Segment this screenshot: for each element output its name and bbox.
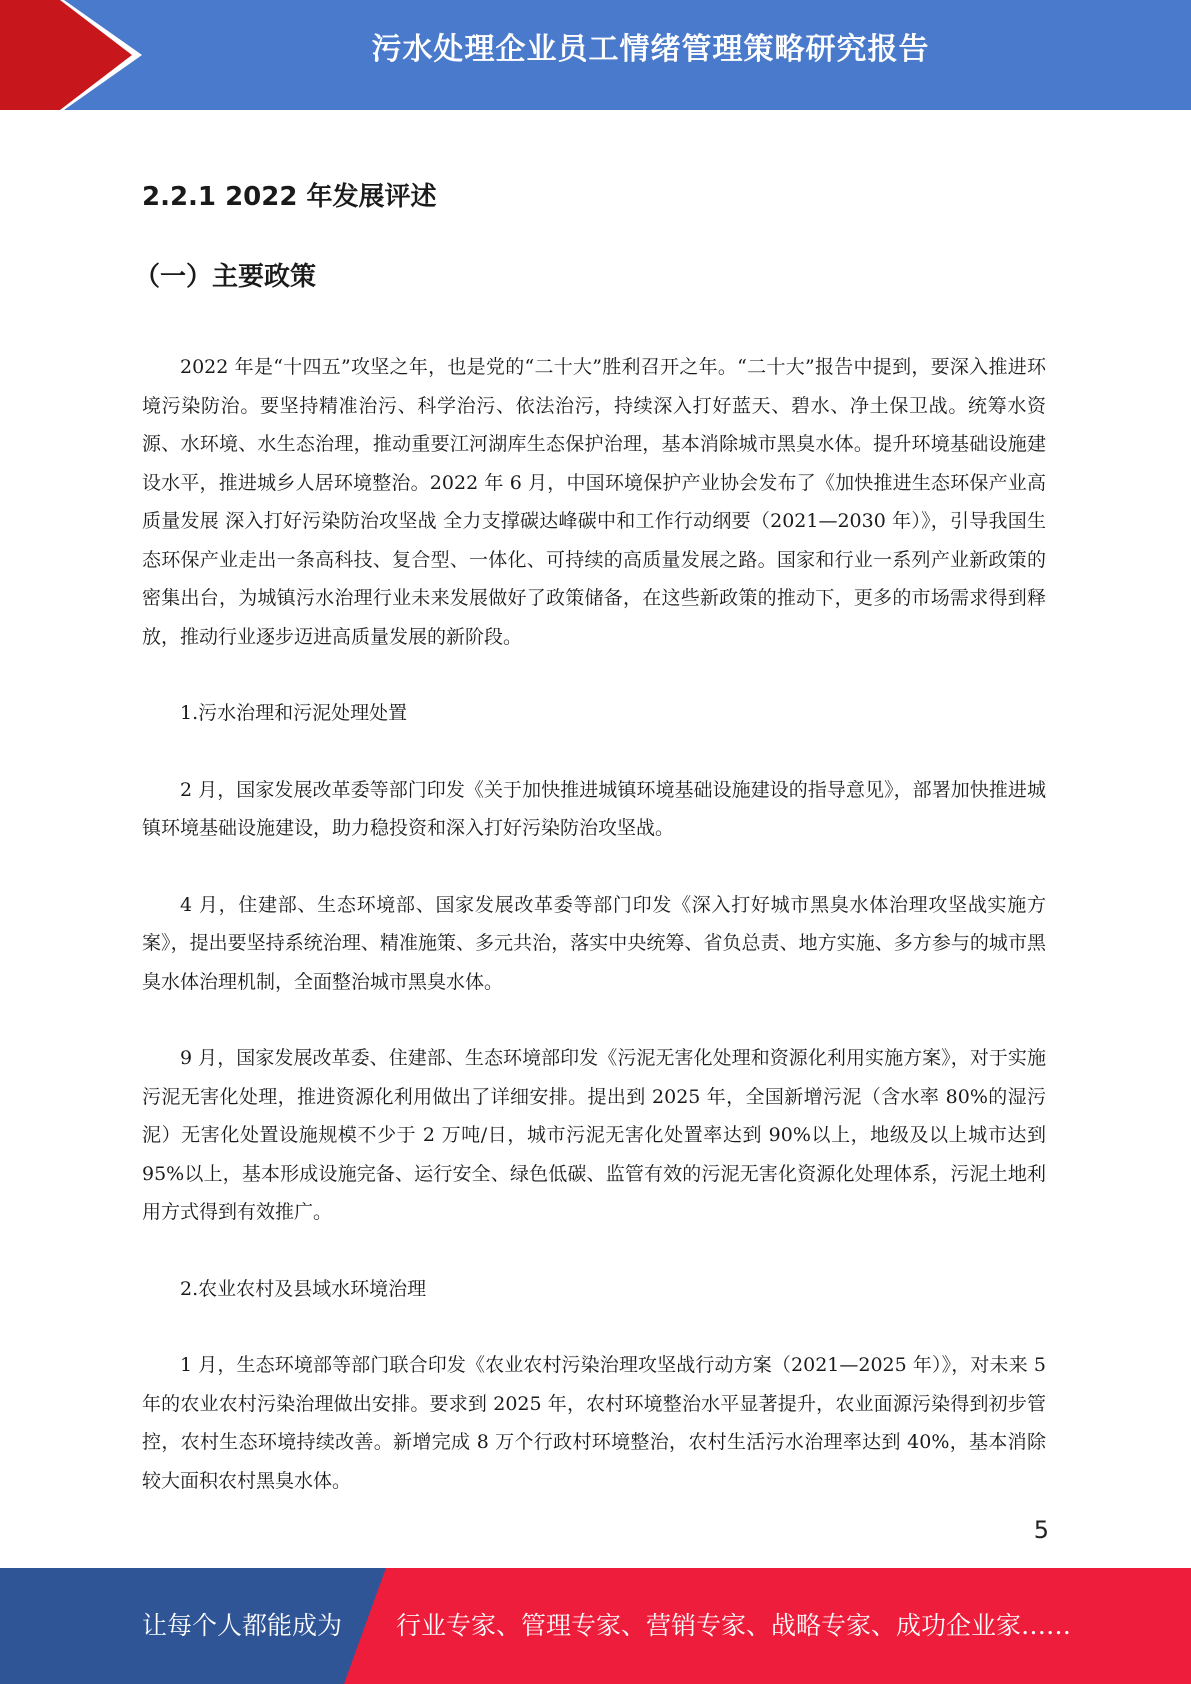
main-content	[134, 160, 1046, 1500]
section-title: 2.2.1 2022 年发展评述	[142, 182, 437, 212]
paragraph-heading: 1.污水治理和污泥处理处置	[180, 702, 408, 724]
paragraph: 2 月，国家发展改革委等部门印发《关于加快推进城镇环境基础设施建设的指导意见》，部署加快推进城镇环境基础设施建设，助力稳投资和深入打好污染防治攻坚战。	[142, 778, 1046, 839]
paragraph: 2022 年是“十四五”攻坚之年，也是党的“二十大”胜利召开之年。“二十大”报告中提到，要深入推进环境污染防治。要坚持精准治污、科学治污、依法治污，持续深入打好蓝天、碧水、净土保卫战。统筹水资源、水环境、水生态治理，推动重要江河湖库生态保护治理，基本消除城市黑臭水体。提升环境基础设施建设水平，推进城乡人居环境整治。2022 年 6 月，中国环境保护产业协会发布了《加快推进生态环保产业高质量发展 深入打好污染防治攻坚战 全力支撑碳达峰碳中和工作行动纲要（2021—2030 年）》，引导我国生态环保产业走出一条高科技、复合型、一体化、可持续的高质量发展之路。国家和行业一系列产业新政策的密集出台，为城镇污水治理行业未来发展做好了政策储备，在这些新政策的推动下，更多的市场需求得到释放，推动行业逐步迈进高质量发展的新阶段。	[142, 356, 1046, 648]
subsection-title: （一）主要政策	[134, 262, 317, 292]
page-number: 5	[1033, 1516, 1049, 1544]
paragraph: 4 月，住建部、生态环境部、国家发展改革委等部门印发《深入打好城市黑臭水体治理攻坚战实施方案》，提出要坚持系统治理、精准施策、多元共治，落实中央统筹、省负总责、地方实施、多方参与的城市黑臭水体治理机制，全面整治城市黑臭水体。	[142, 893, 1046, 993]
paragraph: 1 月，生态环境部等部门联合印发《农业农村污染治理攻坚战行动方案（2021—2025 年）》，对未来 5 年的农业农村污染治理做出安排。要求到 2025 年，农村环境整治水平显著提升，农业面源污染得到初步管控，农村生态环境持续改善。新增完成 8 万个行政村环境整治，农村生活污水治理率达到 40%，基本消除较大面积农村黑臭水体。	[142, 1354, 1046, 1492]
document-title: 污水处理企业员工情绪管理策略研究报告	[371, 32, 930, 67]
footer-slogan-left: 让每个人都能成为	[142, 1611, 343, 1640]
paragraph: 9 月，国家发展改革委、住建部、生态环境部印发《污泥无害化处理和资源化利用实施方案》，对于实施污泥无害化处理，推进资源化利用做出了详细安排。提出到 2025 年，全国新增污泥（含水率 80%的湿污泥）无害化处置设施规模不少于 2 万吨/日，城市污泥无害化处置率达到 90%以上，地级及以上城市达到 95%以上，基本形成设施完备、运行安全、绿色低碳、监管有效的污泥无害化资源化处理体系，污泥土地利用方式得到有效推广。	[142, 1047, 1046, 1223]
footer-slogan-right: 行业专家、管理专家、营销专家、战略专家、成功企业家……	[396, 1611, 1072, 1640]
paragraph-heading: 2.农业农村及县域水环境治理	[180, 1277, 427, 1300]
footer-banner	[0, 1568, 1191, 1684]
header-band	[0, 0, 1191, 110]
